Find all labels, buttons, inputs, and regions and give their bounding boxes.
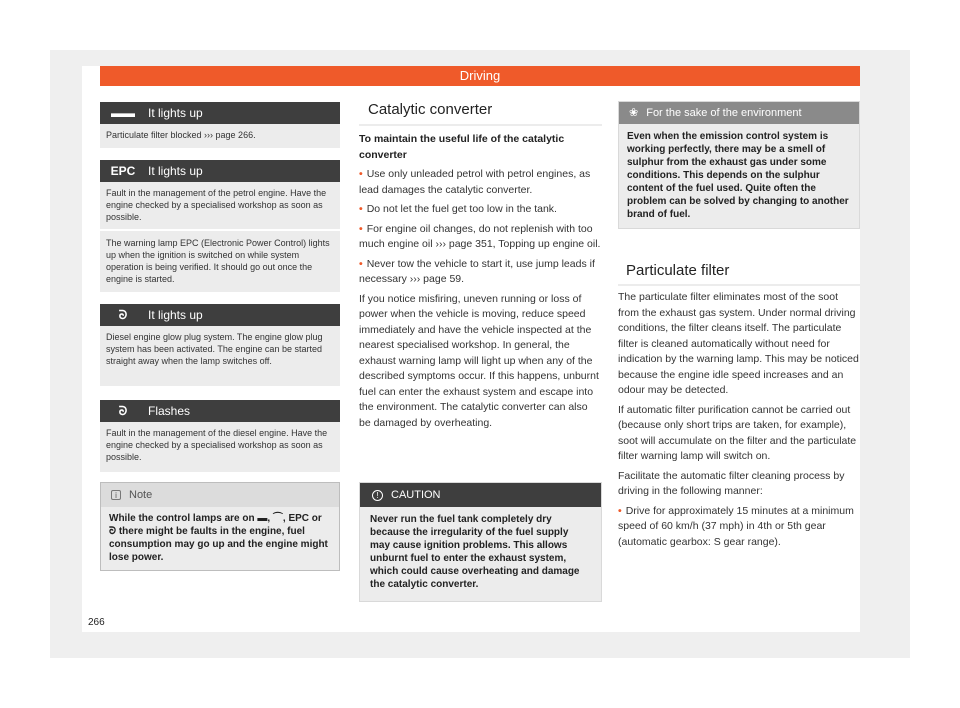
particulate-content bbox=[618, 290, 860, 554]
title-underline bbox=[618, 284, 860, 286]
environment-box bbox=[618, 101, 860, 229]
glow-plug-icon: ᘐ bbox=[118, 308, 128, 322]
caution-box bbox=[359, 482, 602, 602]
particulate-p1: The particulate filter eliminates most of the soot from the exhaust gas system. Under normal driving conditions, the filter cleans itself. The particulate filter is cleaned automatically without need for indication by the warning lamp. This may be noticed because the engine idle speed increases and an odour may be detected. bbox=[618, 291, 859, 396]
caution-text: Never run the fuel tank completely dry because the irregularity of the fuel supply may cause ignition problems. This allows unburnt fuel to enter the exhaust system, which could cause overheating and damage the catalytic converter. bbox=[370, 514, 580, 590]
catalytic-intro: To maintain the useful life of the catalytic converter bbox=[359, 133, 565, 161]
section-title-particulate: Particulate filter bbox=[626, 262, 730, 279]
title-underline bbox=[359, 124, 602, 126]
chapter-header: Driving bbox=[100, 66, 860, 86]
catalytic-content bbox=[359, 132, 602, 435]
lamp-body-glow-plug-on: Diesel engine glow plug system. The engine glow plug system has been activated. The engine can be started straight away when the lamp switches off. bbox=[100, 326, 340, 386]
lamp-body-glow-plug-flash: Fault in the management of the diesel engine. Have the engine checked by a specialised workshop as soon as possible. bbox=[100, 422, 340, 472]
caution-header: ! CAUTION bbox=[360, 483, 601, 507]
list-item: • Use only unleaded petrol with petrol engines, as lead damages the catalytic converter. bbox=[359, 168, 591, 196]
note-box bbox=[100, 482, 340, 571]
caution-icon: ! bbox=[372, 490, 383, 501]
environment-header: ❀ For the sake of the environment bbox=[619, 102, 859, 124]
lamp-heading-glow-plug-on: ᘐ It lights up bbox=[100, 304, 340, 326]
catalytic-body: If you notice misfiring, uneven running or loss of power when the vehicle is moving, reduce speed immediately and have the vehicle inspected at the nearest specialised workshop. In general, the exhaust warning lamp will light up when any of the described symptoms occur. If this happens, unburnt fuel can enter the exhaust system and escape into the environment. The catalytic converter can also be damaged by overheating. bbox=[359, 292, 599, 429]
environment-text: Even when the emission control system is working perfectly, there may be a smell of sulphur from the exhaust gas under some conditions. This depends on the sulphur content of the fuel used. Quite often the problem can be solved by changing to another brand of fuel. bbox=[627, 131, 849, 220]
glow-plug-icon: ᘐ bbox=[118, 404, 128, 418]
lamp-heading-particulate: ▬▬ It lights up bbox=[100, 102, 340, 124]
lamp-body-epc: Fault in the management of the petrol engine. Have the engine checked by a specialised workshop as soon as possible. The warning lamp EPC (Electronic Power Control) lights up when the ignition is switched on while system operation is being verified. It should go out once the engine is started. bbox=[100, 182, 340, 292]
particulate-p3: Facilitate the automatic filter cleaning process by driving in the following manner: bbox=[618, 469, 845, 497]
info-icon: i bbox=[111, 490, 121, 500]
lamp-body-particulate: Particulate filter blocked ››› page 266. bbox=[100, 124, 340, 148]
list-item: • For engine oil changes, do not replenish with too much engine oil ››› page 351, Topping up engine oil. bbox=[359, 222, 601, 250]
lamp-heading-glow-plug-flash: ᘐ Flashes bbox=[100, 400, 340, 422]
list-item: • Drive for approximately 15 minutes at a minimum speed of 60 km/h (37 mph) in 4th or 5th gear (automatic gearbox: S gear range). bbox=[618, 504, 854, 548]
section-title-catalytic: Catalytic converter bbox=[368, 101, 493, 118]
lamp-heading-epc: EPC It lights up bbox=[100, 160, 340, 182]
leaf-icon: ❀ bbox=[629, 107, 639, 119]
page-number: 266 bbox=[88, 617, 105, 628]
epc-icon: EPC bbox=[110, 164, 136, 178]
particulate-filter-icon: ▬▬ bbox=[111, 106, 135, 120]
list-item: • Do not let the fuel get too low in the tank. bbox=[359, 203, 557, 215]
note-header: i Note bbox=[101, 483, 339, 507]
list-item: • Never tow the vehicle to start it, use jump leads if necessary ››› page 59. bbox=[359, 257, 595, 285]
particulate-p2: If automatic filter purification cannot be carried out (because only short trips are taken, for example), soot will accumulate on the filter and the particulate filter warning lamp will switch on. bbox=[618, 403, 857, 462]
divider bbox=[100, 229, 340, 231]
note-text: While the control lamps are on ▬, ⌒, EPC or ᘐ there might be faults in the engine, fuel consumption may go up and the engine might lose power. bbox=[109, 513, 328, 563]
